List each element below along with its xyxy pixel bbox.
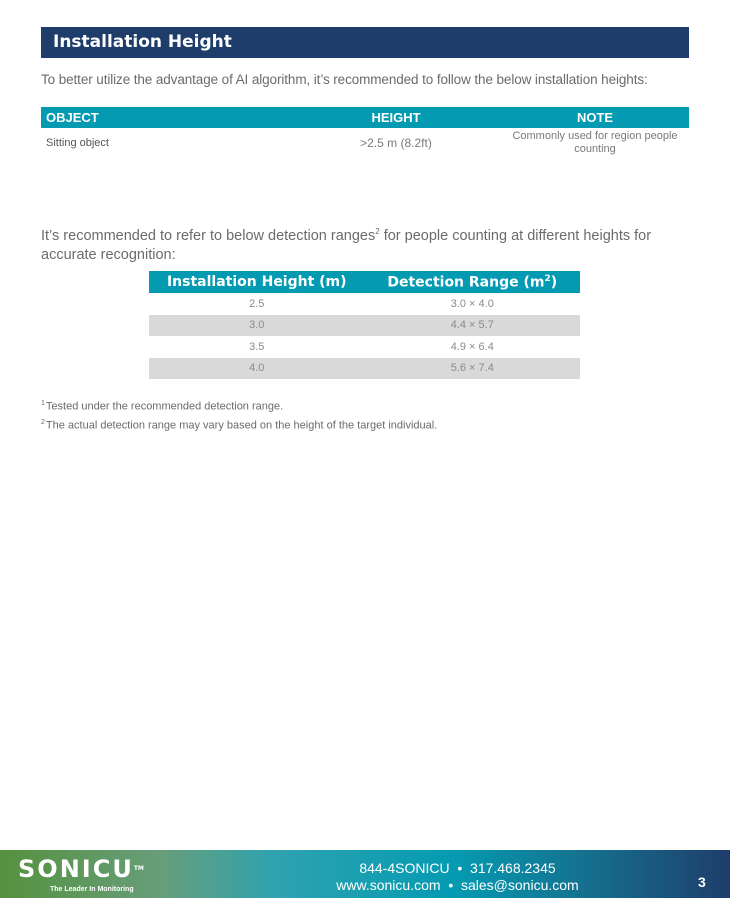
- detection-range-table: [149, 271, 580, 379]
- logo-text: SONICU: [18, 855, 134, 883]
- sonicu-logo: [18, 856, 144, 882]
- detection-text-before: It’s recommended to refer to below detection ranges: [41, 227, 376, 244]
- footnote-2: [41, 415, 437, 434]
- footnote-mark: 1: [41, 400, 45, 407]
- column-header-installation-height: Installation Height (m): [149, 271, 365, 293]
- cell-range: 3.0 × 4.0: [450, 297, 494, 310]
- contact-info: [300, 860, 615, 894]
- page-number: 3: [698, 874, 706, 890]
- cell-height: 2.5: [249, 297, 265, 310]
- table-row: [149, 293, 580, 315]
- table-row: [149, 336, 580, 358]
- logo-tagline: The Leader In Monitoring: [50, 886, 134, 893]
- web-email-line: www.sonicu.com • sales@sonicu.com: [336, 877, 579, 893]
- table-row: [149, 358, 580, 380]
- header-superscript: 2: [544, 273, 551, 284]
- table-header-row: [149, 271, 580, 293]
- intro-text: To better utilize the advantage of AI algorithm, it’s recommended to follow the below installation heights:: [41, 72, 648, 87]
- column-header-height: HEIGHT: [291, 107, 501, 128]
- cell-range: 4.4 × 5.7: [365, 315, 581, 337]
- section-title: Installation Height: [41, 27, 689, 58]
- header-text-close: ): [550, 274, 558, 291]
- cell-height: 4.0: [149, 358, 365, 380]
- detection-text-after: for people counting at different heights for accurate recognition:: [41, 227, 652, 263]
- table-row: [41, 128, 689, 158]
- cell-range: 5.6 × 7.4: [365, 358, 581, 380]
- cell-height: 3.5: [249, 340, 265, 353]
- footnote-ref-2: 2: [375, 227, 380, 236]
- page-footer: [0, 850, 730, 898]
- column-header-note: NOTE: [501, 107, 689, 128]
- detection-paragraph: [41, 222, 691, 265]
- table-header-row: [41, 107, 689, 128]
- trademark-mark: TM: [133, 865, 144, 872]
- footnotes: [41, 396, 437, 433]
- footnote-1: [41, 396, 437, 415]
- cell-object: Sitting object: [46, 137, 109, 149]
- column-header-detection-range: [365, 271, 581, 293]
- footnote-mark: 2: [41, 418, 45, 426]
- cell-height: >2.5 m (8.2ft): [360, 136, 432, 150]
- header-text: Detection Range (m: [387, 274, 545, 291]
- column-header-object: OBJECT: [41, 107, 291, 128]
- table-row: [149, 315, 580, 337]
- cell-height: 3.0: [149, 315, 365, 337]
- installation-height-table: [41, 107, 689, 158]
- footnote-text: The actual detection range may vary based on the height of the target individual.: [45, 419, 438, 432]
- cell-range: 4.9 × 6.4: [450, 340, 494, 353]
- cell-note: Commonly used for region people counting: [512, 130, 678, 155]
- footnote-text: Tested under the recommended detection range.: [45, 400, 284, 413]
- phone-line: 844-4SONICU • 317.468.2345: [359, 860, 556, 876]
